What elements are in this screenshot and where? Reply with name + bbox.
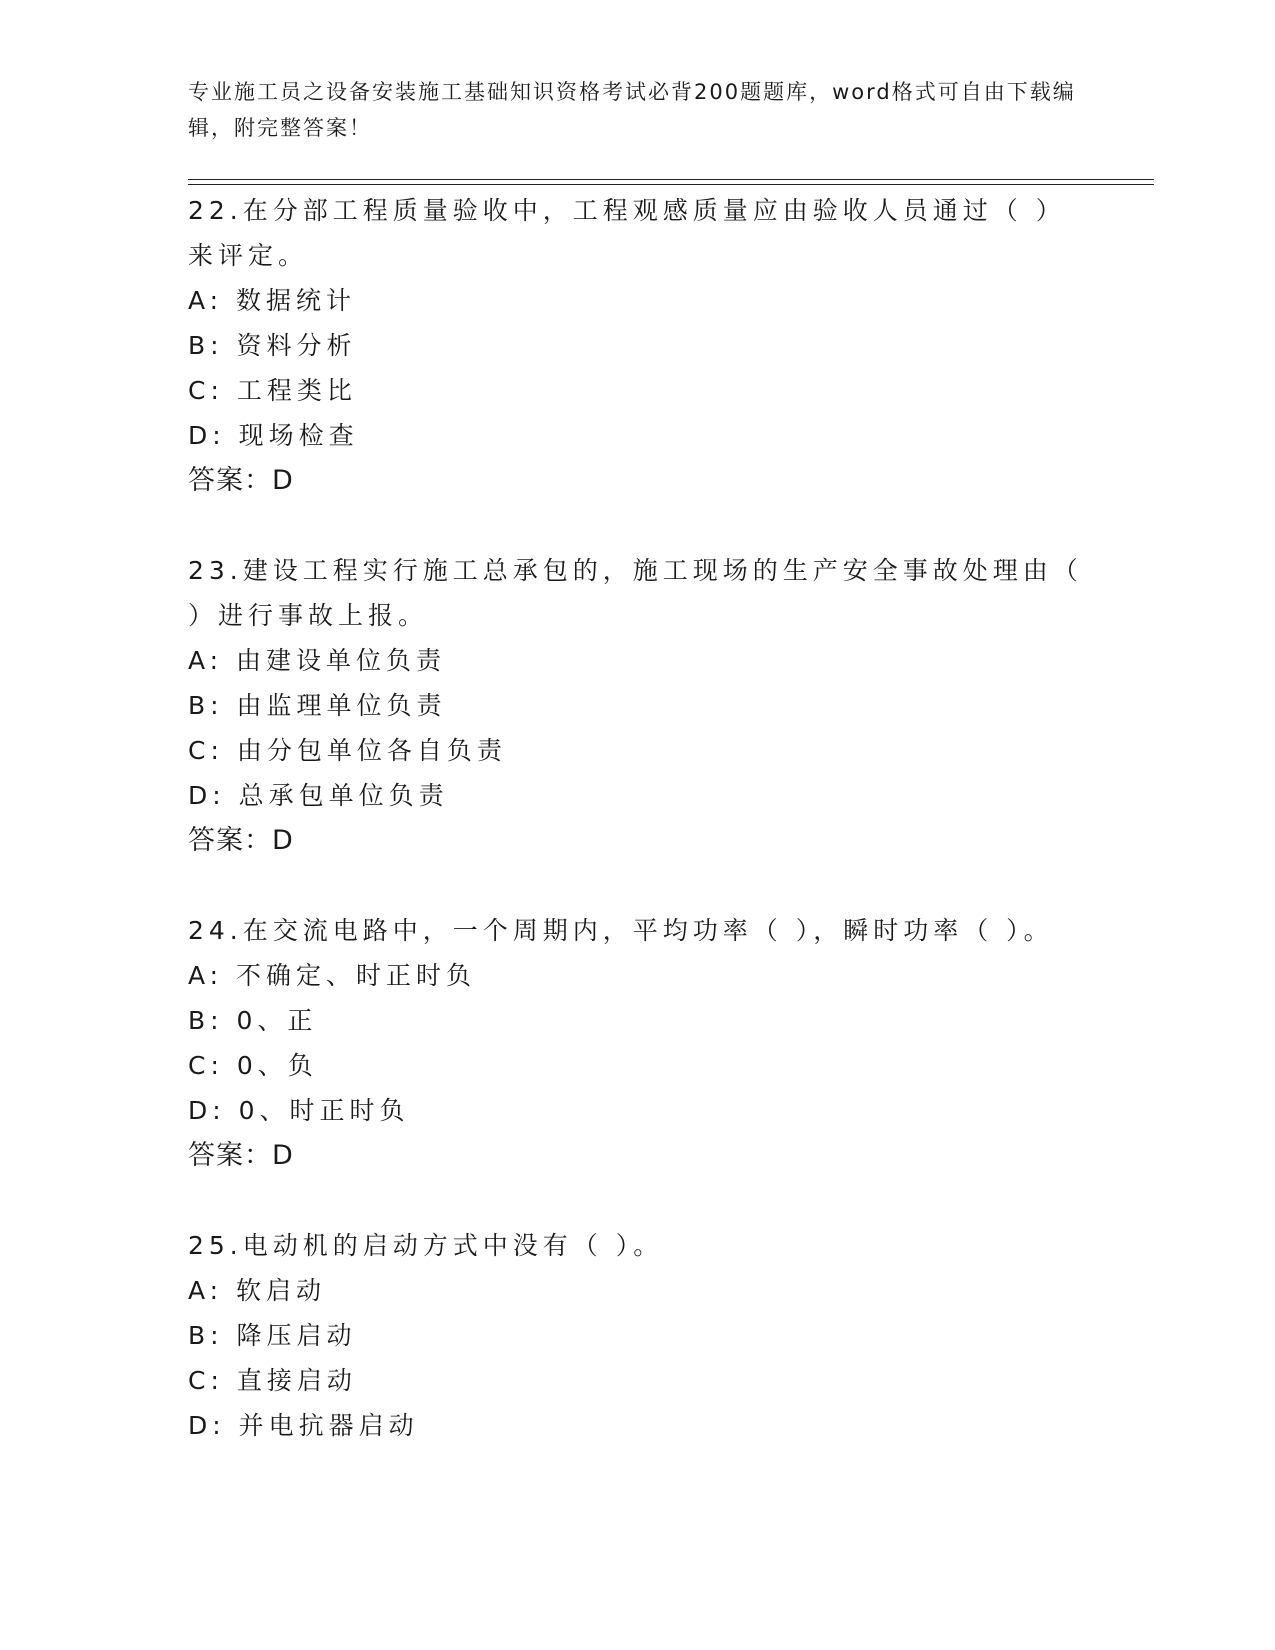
header-divider-top [188,179,1154,180]
option-a: A: 由建设单位负责 [188,646,447,675]
option-b: B: 资料分析 [188,331,357,360]
question-stem: 25.电动机的启动方式中没有（ ）。 [188,1231,664,1260]
question-23 [188,548,1088,863]
option-d: D: 现场检查 [188,421,359,450]
answer: 答案：D [188,825,294,856]
option-c: C: 工程类比 [188,376,357,405]
option-d: D: 0、时正时负 [188,1096,410,1125]
document-header: 专业施工员之设备安装施工基础知识资格考试必背200题题库，word格式可自由下载编辑，附完整答案！ [188,80,1076,140]
question-24 [188,908,1088,1178]
option-c: C: 由分包单位各自负责 [188,736,507,765]
option-a: A: 数据统计 [188,286,357,315]
question-stem: 24.在交流电路中，一个周期内，平均功率（ ），瞬时功率（ ）。 [188,916,1054,945]
question-25 [188,1223,1088,1448]
question-list [188,188,1088,1493]
option-d: D: 并电抗器启动 [188,1411,419,1440]
option-c: C: 直接启动 [188,1366,357,1395]
option-b: B: 降压启动 [188,1321,357,1350]
question-22 [188,188,1088,503]
option-a: A: 软启动 [188,1276,327,1305]
question-stem: 23.建设工程实行施工总承包的，施工现场的生产安全事故处理由（ ）进行事故上报。 [188,556,1083,630]
option-b: B: 0、正 [188,1006,318,1035]
answer: 答案：D [188,1140,294,1171]
option-d: D: 总承包单位负责 [188,781,449,810]
answer: 答案：D [188,465,294,496]
option-a: A: 不确定、时正时负 [188,961,477,990]
question-stem: 22.在分部工程质量验收中，工程观感质量应由验收人员通过（ ）来评定。 [188,196,1066,270]
option-b: B: 由监理单位负责 [188,691,447,720]
header-divider-bottom [188,184,1154,185]
option-c: C: 0、负 [188,1051,318,1080]
